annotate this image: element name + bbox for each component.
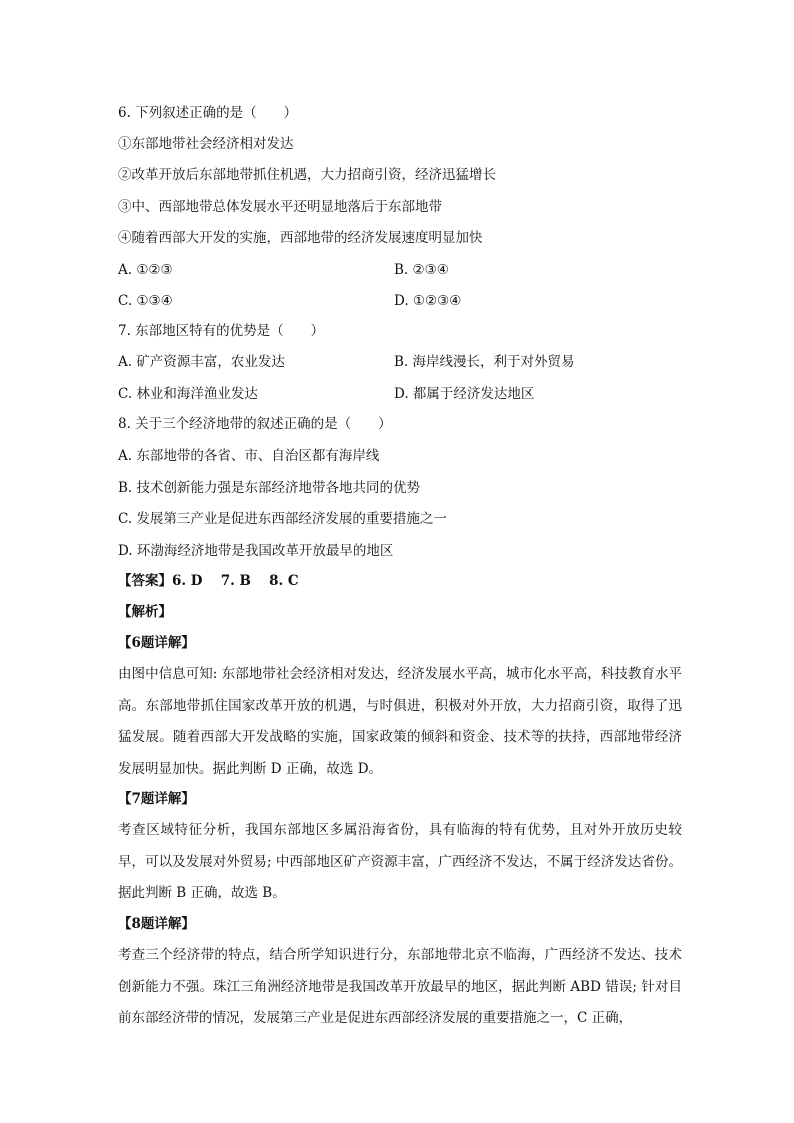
q7-option-b: B. 海岸线漫长，利于对外贸易 <box>394 354 575 370</box>
detail-6-text: 由图中信息可知: 东部地带社会经济相对发达，经济发展水平高，城市化水平高，科技教育水平高。东部地带抓住国家改革开放的机遇，与时俱进，积极对外开放，大力招商引资，取得了迅猛发展。随着西部大开发战略的实施，国家政策的倾斜和资金、技术等的扶持，西部地带经济发展明显加快。据此判断 D 正确，故选 D。 <box>118 666 682 777</box>
question-6-stem: 6. 下列叙述正确的是（ ） <box>118 105 298 121</box>
q8-option-a: A. 东部地带的各省、市、自治区都有海岸线 <box>118 448 380 464</box>
q8-option-d: D. 环渤海经济地带是我国改革开放最早的地区 <box>118 543 394 559</box>
q6-option-d: D. ①②③④ <box>394 293 462 309</box>
question-8-stem: 8. 关于三个经济地带的叙述正确的是（ ） <box>118 416 392 432</box>
q8-option-b: B. 技术创新能力强是东部经济地带各地共同的优势 <box>118 480 421 496</box>
q6-statement-4: ④随着西部大开发的实施，西部地带的经济发展速度明显加快 <box>118 230 483 246</box>
q6-statement-2: ②改革开放后东部地带抓住机遇，大力招商引资，经济迅猛增长 <box>118 167 496 183</box>
q7-option-d: D. 都属于经济发达地区 <box>394 386 535 402</box>
detail-6-label: 【6题详解】 <box>118 635 195 651</box>
answer-key: 【答案】6. D 7. B 8. C <box>118 573 299 589</box>
q7-option-c: C. 林业和海洋渔业发达 <box>118 386 258 402</box>
analysis-label: 【解析】 <box>118 604 172 620</box>
q6-option-c: C. ①③④ <box>118 293 173 309</box>
q7-option-a: A. 矿产资源丰富，农业发达 <box>118 354 285 370</box>
detail-7-text: 考查区域特征分析，我国东部地区多属沿海省份，具有临海的特有优势，且对外开放历史较早，可以及发展对外贸易; 中西部地区矿产资源丰富，广西经济不发达，不属于经济发达省份。据此判断 B 正确，故选 B。 <box>118 822 682 901</box>
q6-option-b: B. ②③④ <box>394 262 449 278</box>
detail-8-text: 考查三个经济带的特点，结合所学知识进行分，东部地带北京不临海，广西经济不发达、技术创新能力不强。珠江三角洲经济地带是我国改革开放最早的地区，据此判断 ABD 错误; 针对目前东部经济带的情况，发展第三产业是促进东西部经济发展的重要措施之一，C 正确， <box>118 947 682 1026</box>
detail-7-label: 【7题详解】 <box>118 791 195 807</box>
detail-8-label: 【8题详解】 <box>118 916 195 932</box>
question-7-stem: 7. 东部地区特有的优势是（ ） <box>118 323 325 339</box>
q6-statement-3: ③中、西部地带总体发展水平还明显地落后于东部地带 <box>118 199 442 215</box>
q6-option-a: A. ①②③ <box>118 262 173 278</box>
q6-statement-1: ①东部地带社会经济相对发达 <box>118 136 294 152</box>
q8-option-c: C. 发展第三产业是促进东西部经济发展的重要措施之一 <box>118 511 447 527</box>
